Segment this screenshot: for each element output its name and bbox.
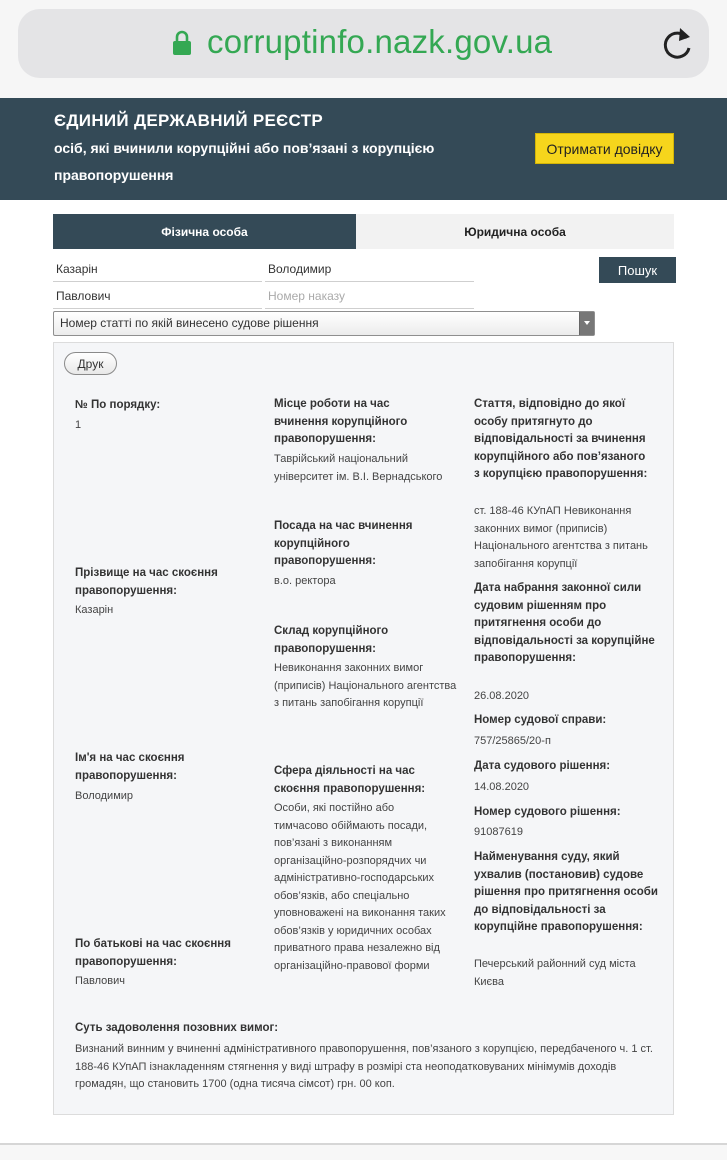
registry-subtitle-cont: правопорушення: [54, 167, 174, 183]
composition-label: Склад корупційного правопорушення:: [274, 625, 389, 655]
effective-date-value: 26.08.2020: [474, 690, 530, 702]
order-number-input[interactable]: Номер наказу: [265, 283, 474, 309]
registry-subtitle: осіб, які вчинили корупційні або пов’язані з корупцією: [54, 140, 435, 156]
print-button[interactable]: Друк: [64, 352, 117, 375]
last-name-input[interactable]: Казарін: [53, 256, 262, 282]
order-value: 1: [75, 419, 82, 431]
page-bottom: [0, 1145, 727, 1160]
sphere-value: Особи, які постійно або тимчасово обіймають посади, пов’язані з виконанням організаційно-розпорядчих чи адміністративно-господарських обов’язків, або спеціально уповноважені на виконання таких обов’язків у юридичних особах приватного права незалежно від організаційно-правової форми: [274, 802, 446, 972]
case-number-value: 757/25865/20-п: [474, 735, 551, 747]
search-button[interactable]: Пошук: [599, 257, 676, 283]
article-select[interactable]: [53, 311, 595, 336]
article-select-value: Номер статті по якій винесено судове рішення: [60, 316, 319, 330]
reload-icon[interactable]: [660, 24, 694, 62]
position-value: в.о. ректора: [274, 575, 336, 587]
last-name-value: Казарін: [75, 604, 114, 616]
patronymic-value: Павлович: [75, 975, 125, 987]
lock-icon: [172, 30, 192, 56]
first-name-input[interactable]: Володимир: [265, 256, 474, 282]
first-name-value: Володимир: [75, 790, 134, 802]
position-label: Посада на час вчинення корупційного правопорушення:: [274, 520, 413, 567]
case-number-label: Номер судової справи:: [474, 714, 607, 726]
decision-number-value: 91087619: [474, 826, 523, 838]
order-label: № По порядку:: [75, 399, 161, 411]
registry-title: ЄДИНИЙ ДЕРЖАВНИЙ РЕЄСТР: [54, 111, 324, 130]
article-label: Стаття, відповідно до якої особу притягнуто до відповідальності за вчинення корупційного або пов’язаного з корупцією правопорушення:: [474, 398, 648, 480]
decision-number-label: Номер судового рішення:: [474, 806, 621, 818]
patronymic-label: По батькові на час скоєння правопорушення:: [75, 938, 231, 968]
effective-date-label: Дата набрання законної сили судовим рішенням про притягнення особи до відповідальності за корупційне правопорушення:: [474, 582, 655, 664]
get-certificate-button[interactable]: Отримати довідку: [535, 133, 674, 164]
composition-value: Невиконання законних вимог (приписів) Національного агентства з питань запобігання корупції: [274, 662, 457, 709]
court-value: Печерський районний суд міста Києва: [474, 958, 636, 988]
sphere-label: Сфера діяльності на час скоєння правопорушення:: [274, 765, 426, 795]
article-value: ст. 188-46 КУпАП Невиконання законних вимог (приписів) Національного агентства з питань запобігання корупції: [474, 505, 648, 570]
claims-value: Визнаний винним у вчиненні адміністративного правопорушення, пов’язаного з корупцією, передбаченого ч. 1 ст. 188-46 КУпАП ізнакладенням стягнення у виді штрафу в розмірі ста неоподатковуваних мінімумів доходів громадян, що становить 1700 (одна тисяча сімсот) грн. 00 коп.: [75, 1043, 653, 1090]
tab-physical-person[interactable]: Фізична особа: [53, 214, 356, 249]
decision-date-label: Дата судового рішення:: [474, 760, 611, 772]
court-label: Найменування суду, який ухвалив (постановив) судове рішення про притягнення особи до відповідальності за корупційне правопорушення:: [474, 851, 658, 933]
tab-legal-entity[interactable]: Юридична особа: [356, 214, 674, 249]
last-name-label: Прізвище на час скоєння правопорушення:: [75, 567, 218, 597]
workplace-value: Таврійський національний університет ім. В.І. Вернадського: [274, 453, 443, 483]
url-text[interactable]: corruptinfo.nazk.gov.ua: [207, 23, 553, 60]
patronymic-input[interactable]: Павлович: [53, 283, 262, 309]
chevron-down-icon[interactable]: [579, 312, 594, 335]
claims-label: Суть задоволення позовних вимог:: [75, 1022, 279, 1034]
first-name-label: Ім'я на час скоєння правопорушення:: [75, 752, 185, 782]
decision-date-value: 14.08.2020: [474, 781, 530, 793]
workplace-label: Місце роботи на час вчинення корупційного правопорушення:: [274, 398, 408, 445]
